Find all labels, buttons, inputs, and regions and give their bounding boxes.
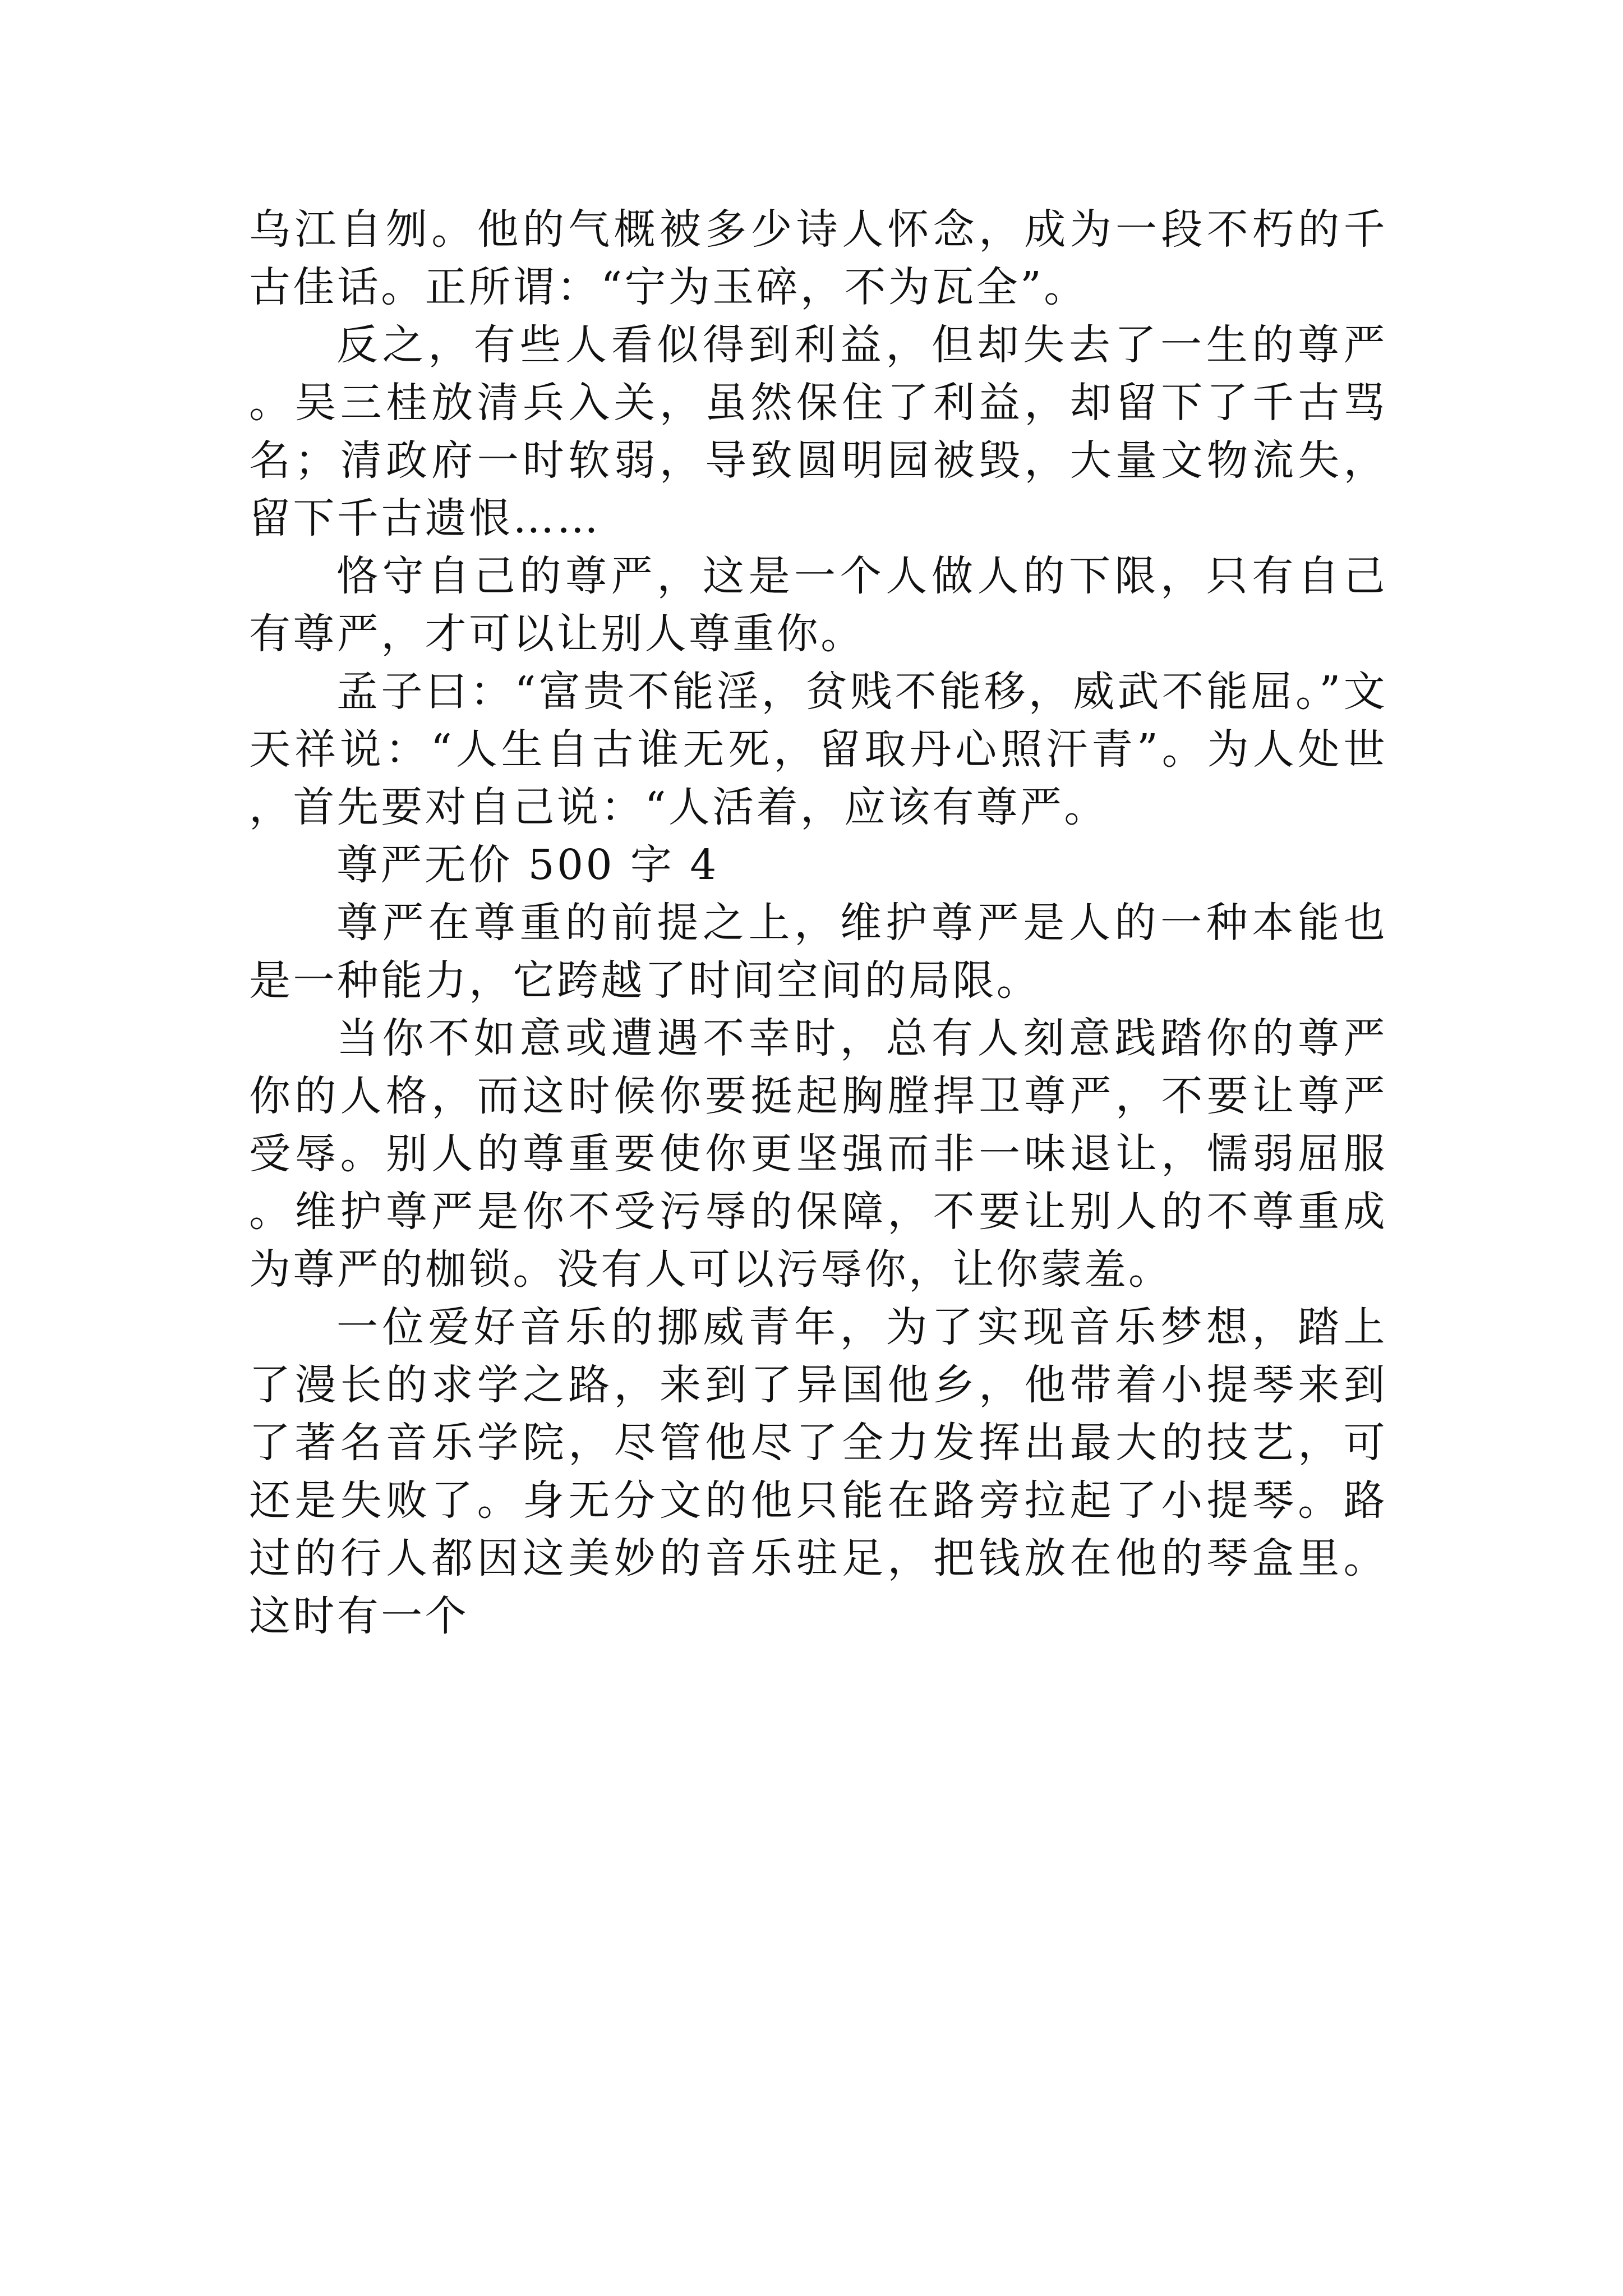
document-body — [249, 201, 1387, 1645]
paragraph-7: 一位爱好音乐的挪威青年，为了实现音乐梦想，踏上了漫长的求学之路，来到了异国他乡，他带着小提琴来到了著名音乐学院，尽管他尽了全力发挥出最大的技艺，可还是失败了。身无分文的他只能在路旁拉起了小提琴。路过的行人都因这美妙的音乐驻足，把钱放在他的琴盒里。这时有一个 — [249, 1303, 1387, 1640]
paragraph-6: 当你不如意或遭遇不幸时，总有人刻意践踏你的尊严你的人格，而这时候你要挺起胸膛捍卫尊严，不要让尊严受辱。别人的尊重要使你更坚强而非一味退让，懦弱屈服。维护尊严是你不受污辱的保障，不要让别人的不尊重成为尊严的枷锁。没有人可以污辱你，让你蒙羞。 — [249, 1014, 1387, 1294]
paragraph-4: 孟子曰：“富贵不能淫，贫贱不能移，威武不能屈。”文天祥说：“人生自古谁无死，留取丹心照汗青”。为人处世，首先要对自己说：“人活着，应该有尊严。 — [249, 668, 1387, 831]
paragraph-1: 乌江自刎。他的气概被多少诗人怀念，成为一段不朽的千古佳话。正所谓：“宁为玉碎，不为瓦全”。 — [249, 205, 1387, 311]
paragraph-3: 恪守自己的尊严，这是一个人做人的下限，只有自己有尊严，才可以让别人尊重你。 — [249, 552, 1387, 658]
paragraph-5: 尊严在尊重的前提之上，维护尊严是人的一种本能也是一种能力，它跨越了时间空间的局限。 — [249, 899, 1387, 1005]
section-heading: 尊严无价 500 字 4 — [336, 841, 719, 889]
paragraph-2: 反之，有些人看似得到利益，但却失去了一生的尊严。吴三桂放清兵入关，虽然保住了利益，却留下了千古骂名；清政府一时软弱，导致圆明园被毁，大量文物流失，留下千古遗恨…… — [249, 321, 1387, 542]
